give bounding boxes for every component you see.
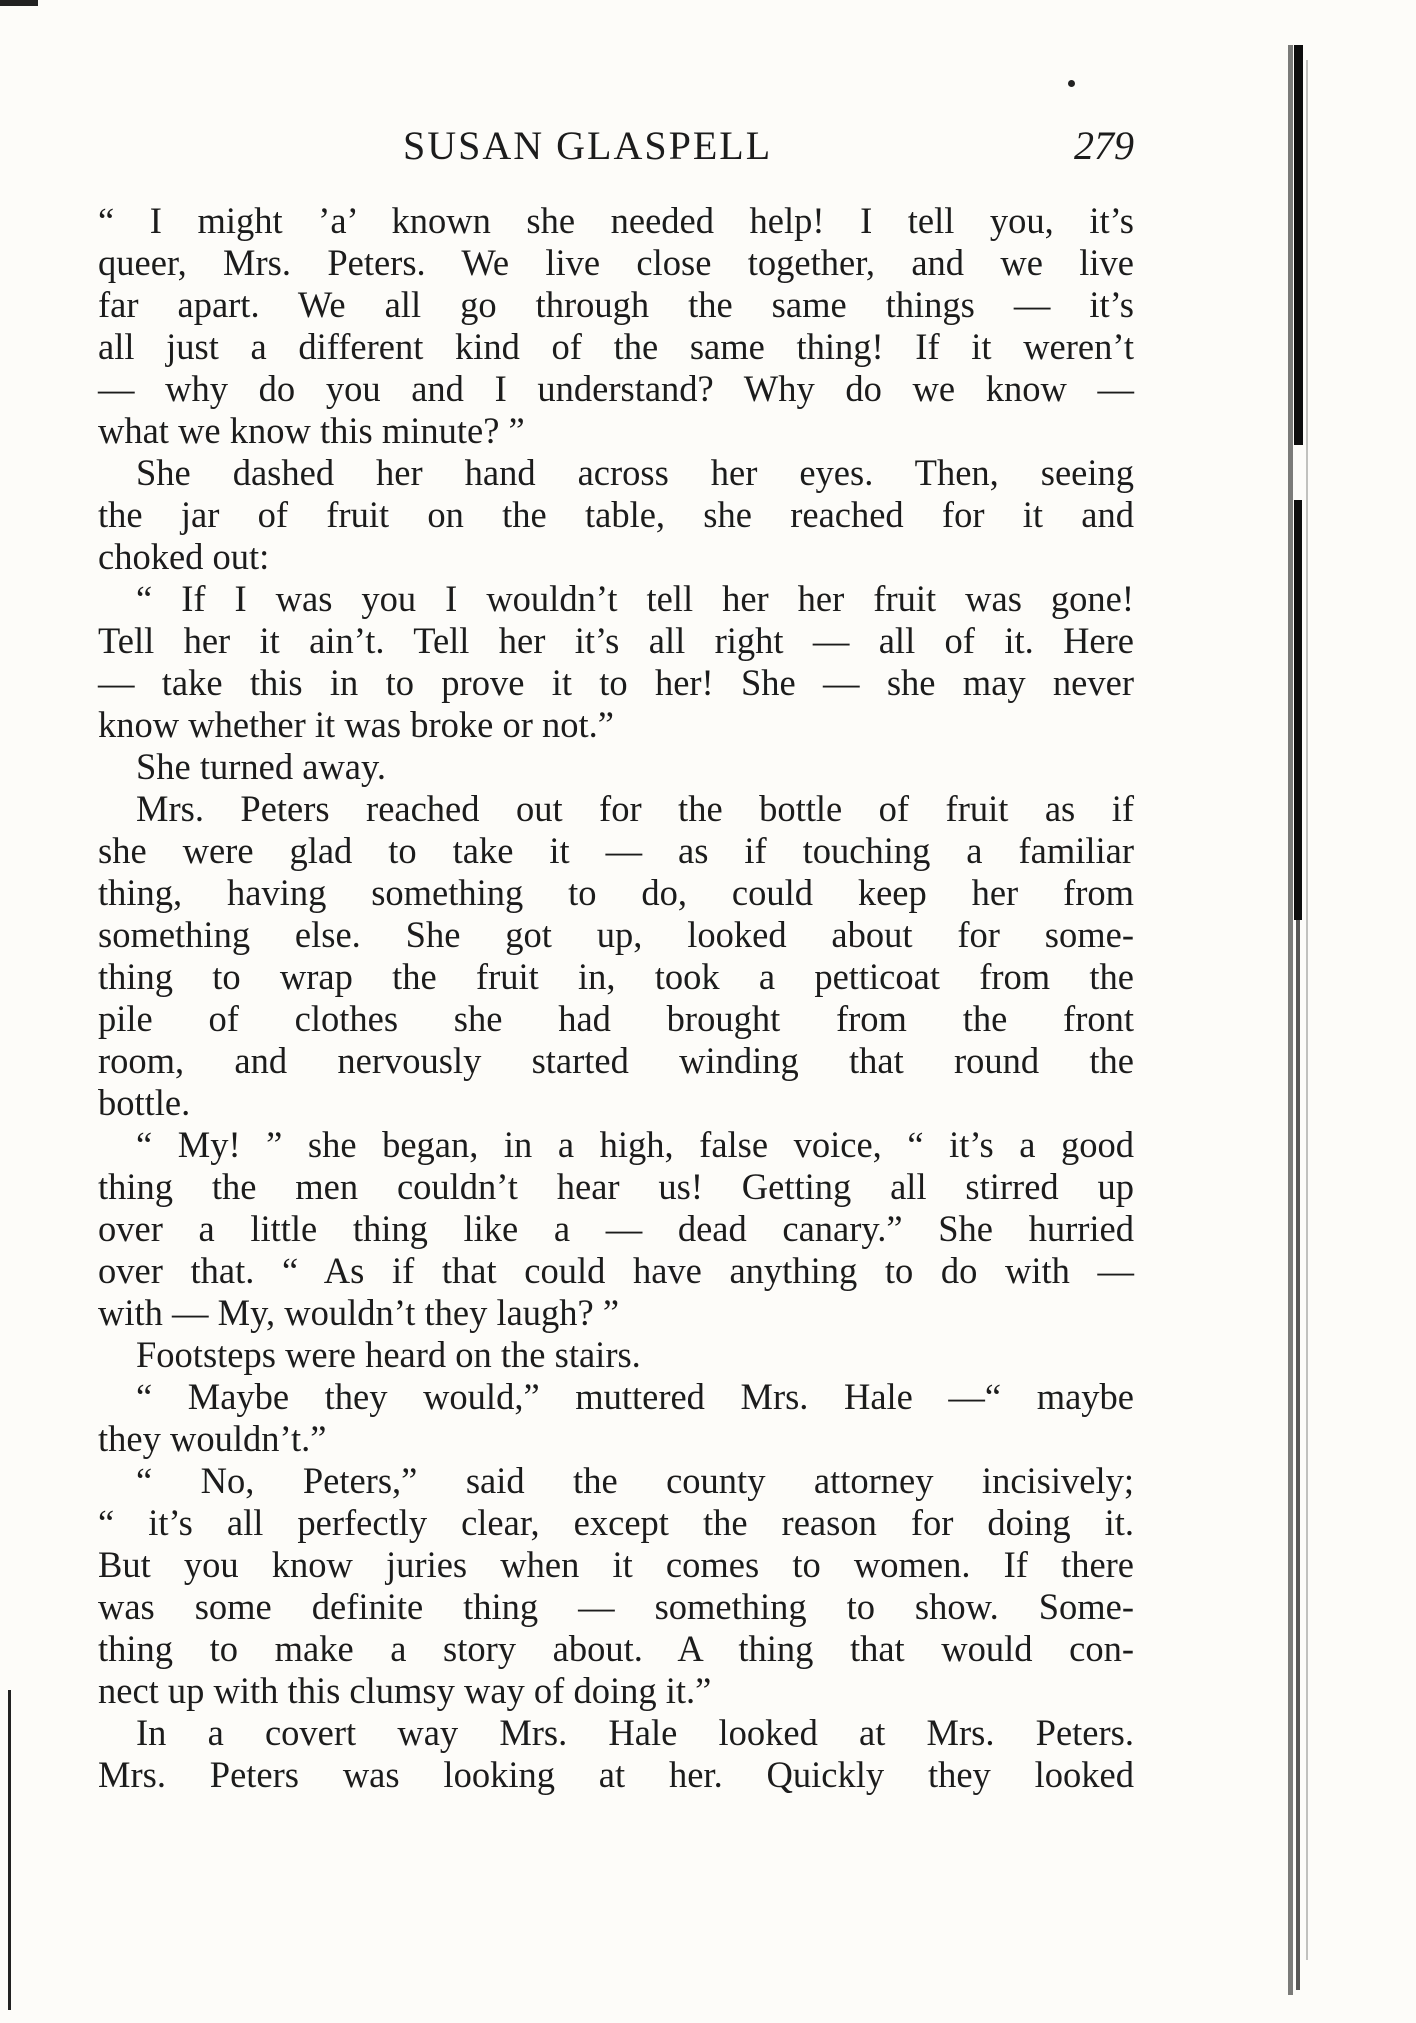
text-line: “ I might ’a’ known she needed help! I tell you, it’s [98,200,1134,241]
body-text [98,200,1134,1796]
text-line: Footsteps were heard on the stairs. [136,1334,641,1375]
text-line: know whether it was broke or not.” [98,704,614,745]
text-line: “ Maybe they would,” muttered Mrs. Hale —“ maybe [136,1376,1134,1417]
binding-edge-shadow [1294,45,1303,445]
text-line: — take this in to prove it to her! She — she may never [98,662,1134,703]
text-line: thing to wrap the fruit in, took a petticoat from the [98,956,1134,997]
text-line: something else. She got up, looked about for some- [98,914,1134,955]
text-line: “ No, Peters,” said the county attorney incisively; [136,1460,1134,1501]
page-header [98,122,1134,182]
text-line: nect up with this clumsy way of doing it.” [98,1670,712,1711]
text-line: bottle. [98,1082,191,1123]
binding-edge-shadow [1296,920,1300,1990]
text-line: But you know juries when it comes to women. If there [98,1544,1134,1585]
binding-edge-shadow [1306,60,1308,1960]
running-head: SUSAN GLASPELL [403,123,773,168]
text-line: She turned away. [136,746,387,787]
text-line: “ it’s all perfectly clear, except the reason for doing it. [98,1502,1134,1543]
text-line: with — My, wouldn’t they laugh? ” [98,1292,620,1333]
scan-artifact-top [0,0,38,6]
text-line: choked out: [98,536,270,577]
text-line: room, and nervously started winding that round the [98,1040,1134,1081]
text-line: she were glad to take it — as if touching a familiar [98,830,1134,871]
text-line: In a covert way Mrs. Hale looked at Mrs. Peters. [136,1712,1134,1753]
text-line: what we know this minute? ” [98,410,525,451]
text-line: all just a different kind of the same thing! If it weren’t [98,326,1134,367]
text-line: queer, Mrs. Peters. We live close together, and we live [98,242,1134,283]
text-line: — why do you and I understand? Why do we know — [98,368,1134,409]
text-line: “ If I was you I wouldn’t tell her her fruit was gone! [136,578,1134,619]
scan-artifact-dot [1068,80,1075,87]
text-line: over a little thing like a — dead canary.” She hurried [98,1208,1134,1249]
text-line: over that. “ As if that could have anything to do with — [98,1250,1134,1291]
text-line: far apart. We all go through the same things — it’s [98,284,1134,325]
binding-edge-shadow [1294,500,1302,920]
text-line: Mrs. Peters reached out for the bottle of fruit as if [136,788,1134,829]
text-line: was some definite thing — something to show. Some- [98,1586,1134,1627]
text-line: She dashed her hand across her eyes. Then, seeing [136,452,1134,493]
text-line: they wouldn’t.” [98,1418,327,1459]
page-number: 279 [1074,123,1134,168]
text-line: the jar of fruit on the table, she reached for it and [98,494,1134,535]
scan-artifact-left [8,1690,11,2010]
text-line: pile of clothes she had brought from the front [98,998,1134,1039]
text-line: Tell her it ain’t. Tell her it’s all right — all of it. Here [98,620,1134,661]
text-line: thing, having something to do, could keep her from [98,872,1134,913]
text-line: thing to make a story about. A thing that would con- [98,1628,1134,1669]
binding-edge-shadow [1288,45,1293,1995]
text-line: “ My! ” she began, in a high, false voice, “ it’s a good [136,1124,1134,1165]
text-line: Mrs. Peters was looking at her. Quickly they looked [98,1754,1134,1795]
text-line: thing the men couldn’t hear us! Getting all stirred up [98,1166,1134,1207]
